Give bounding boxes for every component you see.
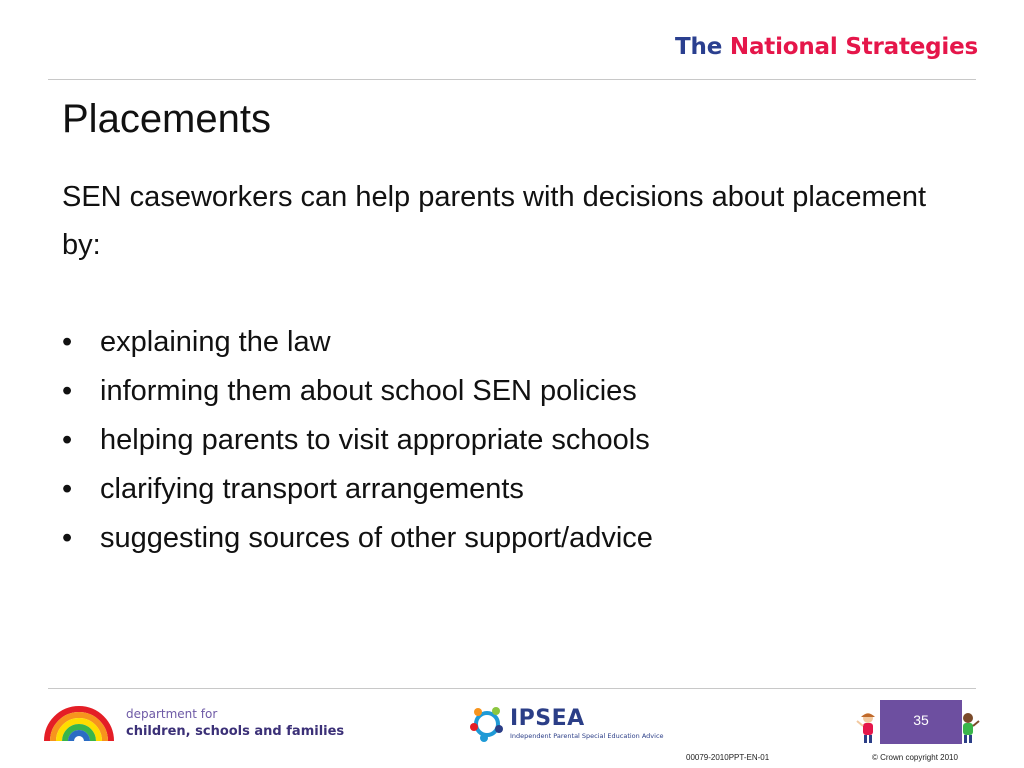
copyright-notice: © Crown copyright 2010 (872, 753, 958, 762)
bullet-glyph: • (62, 326, 73, 358)
bullet-text: informing them about school SEN policies (100, 375, 637, 407)
bullet-text: clarifying transport arrangements (100, 473, 524, 505)
footer-divider (48, 688, 976, 689)
bullet-glyph: • (62, 424, 73, 456)
bullet-item (62, 465, 653, 514)
dcsf-line1: department for (126, 707, 218, 721)
slide-intro: SEN caseworkers can help parents with decisions about placement by: (62, 181, 927, 261)
header-divider (48, 79, 976, 80)
ipsea-tagline: Independent Parental Special Education Advice (510, 732, 664, 740)
children-illustration-icon (856, 712, 980, 746)
dcsf-line2: children, schools and families (126, 724, 345, 739)
bullet-item (62, 367, 653, 416)
page-number: 35 (913, 712, 929, 728)
bullet-glyph: • (62, 375, 73, 407)
bullet-item (62, 416, 653, 465)
slide-title: Placements (62, 97, 271, 141)
bullet-glyph: • (62, 522, 73, 554)
document-code: 00079-2010PPT-EN-01 (686, 753, 770, 762)
ipsea-logo-icon (470, 704, 504, 744)
bullet-text: suggesting sources of other support/advice (100, 522, 653, 554)
ipsea-logo (470, 704, 664, 744)
dcsf-logo (44, 705, 344, 741)
national-strategies-logo (675, 34, 978, 60)
ipsea-name: IPSEA (510, 706, 585, 731)
bullet-item (62, 514, 653, 563)
rainbow-logo-icon (44, 705, 114, 741)
bullet-list (62, 318, 653, 563)
brand-name: National Strategies (729, 34, 978, 60)
brand-the: The (675, 34, 723, 60)
bullet-text: explaining the law (100, 326, 331, 358)
bullet-item (62, 318, 653, 367)
bullet-text: helping parents to visit appropriate schools (100, 424, 650, 456)
bullet-glyph: • (62, 473, 73, 505)
